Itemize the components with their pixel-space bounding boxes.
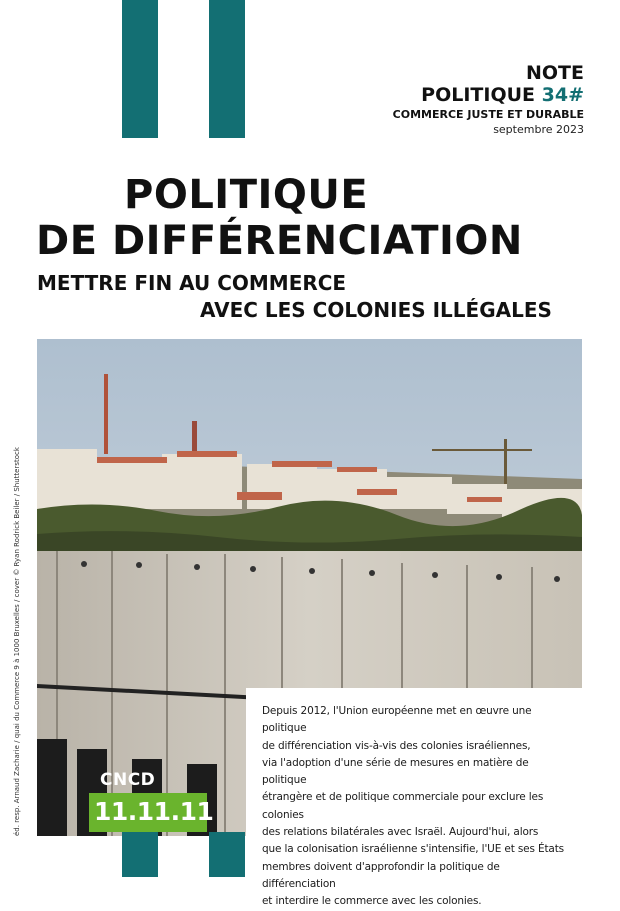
note-series xyxy=(393,84,584,106)
intro-line-2: de différenciation vis-à-vis des colonies israéliennes, xyxy=(262,739,531,752)
logo-number-text: 11.11.11 xyxy=(94,797,214,826)
note-number: 34# xyxy=(541,84,584,106)
logo-cncd-text: CNCD xyxy=(100,770,156,790)
intro-line-1: Depuis 2012, l'Union européenne met en œuvre une politique xyxy=(262,705,532,735)
subtitle-line-1: METTRE FIN AU COMMERCE xyxy=(37,271,347,295)
note-theme: COMMERCE JUSTE ET DURABLE xyxy=(392,108,584,121)
decorative-stripe-left-bottom xyxy=(122,832,158,877)
title-line-1: POLITIQUE xyxy=(124,172,369,218)
intro-line-4: étrangère et de politique commerciale pour exclure les colonies xyxy=(262,791,544,821)
subtitle-line-2: AVEC LES COLONIES ILLÉGALES xyxy=(200,298,552,322)
note-label: NOTE xyxy=(526,62,584,84)
decorative-stripe-right-bottom xyxy=(209,832,245,877)
decorative-stripe-left-top xyxy=(122,0,158,138)
intro-line-5: des relations bilatérales avec Israël. Aujourd'hui, alors xyxy=(262,826,539,839)
intro-text-box xyxy=(246,688,584,908)
note-header xyxy=(393,62,584,137)
intro-line-7: membres doivent d'approfondir la politique de différenciation xyxy=(262,860,500,890)
intro-line-3: via l'adoption d'une série de mesures en matière de politique xyxy=(262,756,529,787)
note-date: septembre 2023 xyxy=(493,123,584,136)
note-politique-label: POLITIQUE xyxy=(421,84,535,106)
intro-line-6: que la colonisation israélienne s'intensifie, l'UE et ses États xyxy=(262,843,565,856)
decorative-stripe-right-top xyxy=(209,0,245,138)
intro-line-8: et interdire le commerce avec les colonies. xyxy=(262,895,482,908)
publisher-credit: éd. resp. Arnaud Zacharie / quai du Commerce 9 à 1000 Bruxelles / cover © Ryan Rodrick Beiler / Shutterstock xyxy=(13,447,21,836)
title-line-2: DE DIFFÉRENCIATION xyxy=(36,218,523,264)
